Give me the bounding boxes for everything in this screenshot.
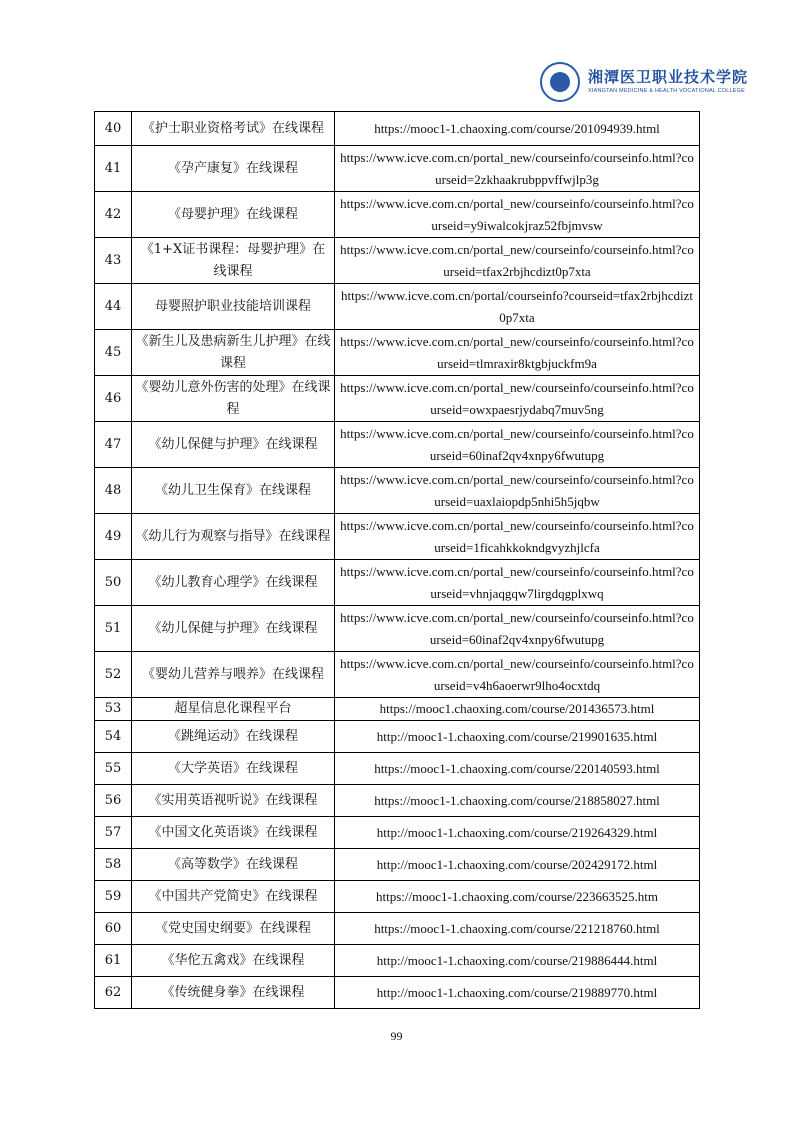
table-row xyxy=(95,652,700,698)
table-row xyxy=(95,376,700,422)
row-number: 44 xyxy=(95,284,132,330)
course-url[interactable]: https://www.icve.com.cn/portal_new/courseinfo/courseinfo.html?courseid=y9iwalcokjraz52fbjmvsw xyxy=(335,192,700,238)
page-header xyxy=(540,62,749,106)
course-name: 《实用英语视听说》在线课程 xyxy=(132,785,335,817)
course-name: 《幼儿保健与护理》在线课程 xyxy=(132,606,335,652)
table-row xyxy=(95,753,700,785)
course-url[interactable]: https://www.icve.com.cn/portal_new/courseinfo/courseinfo.html?courseid=v4h6aoerwr9lho4ocxtdq xyxy=(335,652,700,698)
course-name: 《婴幼儿营养与喂养》在线课程 xyxy=(132,652,335,698)
table-row xyxy=(95,785,700,817)
row-number: 50 xyxy=(95,560,132,606)
table-row xyxy=(95,721,700,753)
row-number: 49 xyxy=(95,514,132,560)
table-row xyxy=(95,606,700,652)
course-name: 母婴照护职业技能培训课程 xyxy=(132,284,335,330)
row-number: 61 xyxy=(95,945,132,977)
course-name: 《孕产康复》在线课程 xyxy=(132,146,335,192)
row-number: 55 xyxy=(95,753,132,785)
course-name: 《幼儿教育心理学》在线课程 xyxy=(132,560,335,606)
row-number: 43 xyxy=(95,238,132,284)
table-row xyxy=(95,698,700,721)
course-name: 《高等数学》在线课程 xyxy=(132,849,335,881)
row-number: 58 xyxy=(95,849,132,881)
course-url[interactable]: https://www.icve.com.cn/portal_new/courseinfo/courseinfo.html?courseid=uaxlaiopdp5nhi5h5jqbw xyxy=(335,468,700,514)
row-number: 42 xyxy=(95,192,132,238)
course-name: 《护士职业资格考试》在线课程 xyxy=(132,112,335,146)
table-row xyxy=(95,913,700,945)
course-name: 《幼儿保健与护理》在线课程 xyxy=(132,422,335,468)
course-url[interactable]: http://mooc1-1.chaoxing.com/course/219886444.html xyxy=(335,945,700,977)
course-name: 《华佗五禽戏》在线课程 xyxy=(132,945,335,977)
course-name: 《中国共产党简史》在线课程 xyxy=(132,881,335,913)
table-row xyxy=(95,945,700,977)
course-name: 《党史国史纲要》在线课程 xyxy=(132,913,335,945)
row-number: 41 xyxy=(95,146,132,192)
course-url[interactable]: https://www.icve.com.cn/portal/courseinfo?courseid=tfax2rbjhcdizt0p7xta xyxy=(335,284,700,330)
row-number: 62 xyxy=(95,977,132,1009)
school-name-en: XIANGTAN MEDICINE & HEALTH VOCATIONAL COLLEGE xyxy=(588,88,746,94)
row-number: 46 xyxy=(95,376,132,422)
course-url[interactable]: https://www.icve.com.cn/portal_new/courseinfo/courseinfo.html?courseid=60inaf2qv4xnpy6fwutupg xyxy=(335,422,700,468)
course-url[interactable]: https://www.icve.com.cn/portal_new/courseinfo/courseinfo.html?courseid=2zkhaakrubppvffwjlp3g xyxy=(335,146,700,192)
course-url[interactable]: https://www.icve.com.cn/portal_new/courseinfo/courseinfo.html?courseid=vhnjaqgqw7lirgdqgplxwq xyxy=(335,560,700,606)
row-number: 52 xyxy=(95,652,132,698)
row-number: 59 xyxy=(95,881,132,913)
course-url[interactable]: https://www.icve.com.cn/portal_new/courseinfo/courseinfo.html?courseid=tfax2rbjhcdizt0p7xta xyxy=(335,238,700,284)
course-url[interactable]: https://www.icve.com.cn/portal_new/courseinfo/courseinfo.html?courseid=owxpaesrjydabq7muv5ng xyxy=(335,376,700,422)
course-name: 《1+X证书课程：母婴护理》在线课程 xyxy=(132,238,335,284)
course-url[interactable]: https://mooc1-1.chaoxing.com/course/220140593.html xyxy=(335,753,700,785)
course-url[interactable]: http://mooc1-1.chaoxing.com/course/219264329.html xyxy=(335,817,700,849)
course-table xyxy=(94,111,700,1009)
course-url[interactable]: https://mooc1.chaoxing.com/course/201436573.html xyxy=(335,698,700,721)
table-row xyxy=(95,977,700,1009)
course-name: 《幼儿行为观察与指导》在线课程 xyxy=(132,514,335,560)
table-row xyxy=(95,330,700,376)
table-row xyxy=(95,284,700,330)
course-table-body xyxy=(95,112,700,1009)
table-row xyxy=(95,422,700,468)
course-name: 超星信息化课程平台 xyxy=(132,698,335,721)
row-number: 53 xyxy=(95,698,132,721)
table-row xyxy=(95,146,700,192)
course-name: 《中国文化英语谈》在线课程 xyxy=(132,817,335,849)
row-number: 57 xyxy=(95,817,132,849)
course-url[interactable]: https://www.icve.com.cn/portal_new/courseinfo/courseinfo.html?courseid=60inaf2qv4xnpy6fwutupg xyxy=(335,606,700,652)
row-number: 48 xyxy=(95,468,132,514)
table-row xyxy=(95,560,700,606)
course-name: 《传统健身拳》在线课程 xyxy=(132,977,335,1009)
school-logo-icon xyxy=(540,62,580,102)
table-row xyxy=(95,112,700,146)
course-url[interactable]: http://mooc1-1.chaoxing.com/course/219901635.html xyxy=(335,721,700,753)
table-row xyxy=(95,817,700,849)
table-row xyxy=(95,468,700,514)
course-url[interactable]: https://www.icve.com.cn/portal_new/courseinfo/courseinfo.html?courseid=tlmraxir8ktgbjuckfm9a xyxy=(335,330,700,376)
course-url[interactable]: http://mooc1-1.chaoxing.com/course/202429172.html xyxy=(335,849,700,881)
course-url[interactable]: https://mooc1-1.chaoxing.com/course/218858027.html xyxy=(335,785,700,817)
row-number: 45 xyxy=(95,330,132,376)
row-number: 40 xyxy=(95,112,132,146)
course-name: 《新生儿及患病新生儿护理》在线课程 xyxy=(132,330,335,376)
table-row xyxy=(95,881,700,913)
course-name: 《大学英语》在线课程 xyxy=(132,753,335,785)
course-name: 《婴幼儿意外伤害的处理》在线课程 xyxy=(132,376,335,422)
school-name-cn: 湘潭医卫职业技术学院 xyxy=(588,68,749,86)
course-name: 《幼儿卫生保育》在线课程 xyxy=(132,468,335,514)
row-number: 56 xyxy=(95,785,132,817)
course-url[interactable]: https://mooc1-1.chaoxing.com/course/223663525.htm xyxy=(335,881,700,913)
course-url[interactable]: https://mooc1-1.chaoxing.com/course/201094939.html xyxy=(335,112,700,146)
course-name: 《母婴护理》在线课程 xyxy=(132,192,335,238)
row-number: 47 xyxy=(95,422,132,468)
table-row xyxy=(95,192,700,238)
row-number: 51 xyxy=(95,606,132,652)
table-row xyxy=(95,849,700,881)
course-name: 《跳绳运动》在线课程 xyxy=(132,721,335,753)
table-row xyxy=(95,514,700,560)
row-number: 60 xyxy=(95,913,132,945)
course-url[interactable]: http://mooc1-1.chaoxing.com/course/219889770.html xyxy=(335,977,700,1009)
course-url[interactable]: https://www.icve.com.cn/portal_new/courseinfo/courseinfo.html?courseid=1ficahkkokndgvyzhjlcfa xyxy=(335,514,700,560)
course-url[interactable]: https://mooc1-1.chaoxing.com/course/221218760.html xyxy=(335,913,700,945)
page-number: 99 xyxy=(390,1029,403,1043)
table-row xyxy=(95,238,700,284)
row-number: 54 xyxy=(95,721,132,753)
